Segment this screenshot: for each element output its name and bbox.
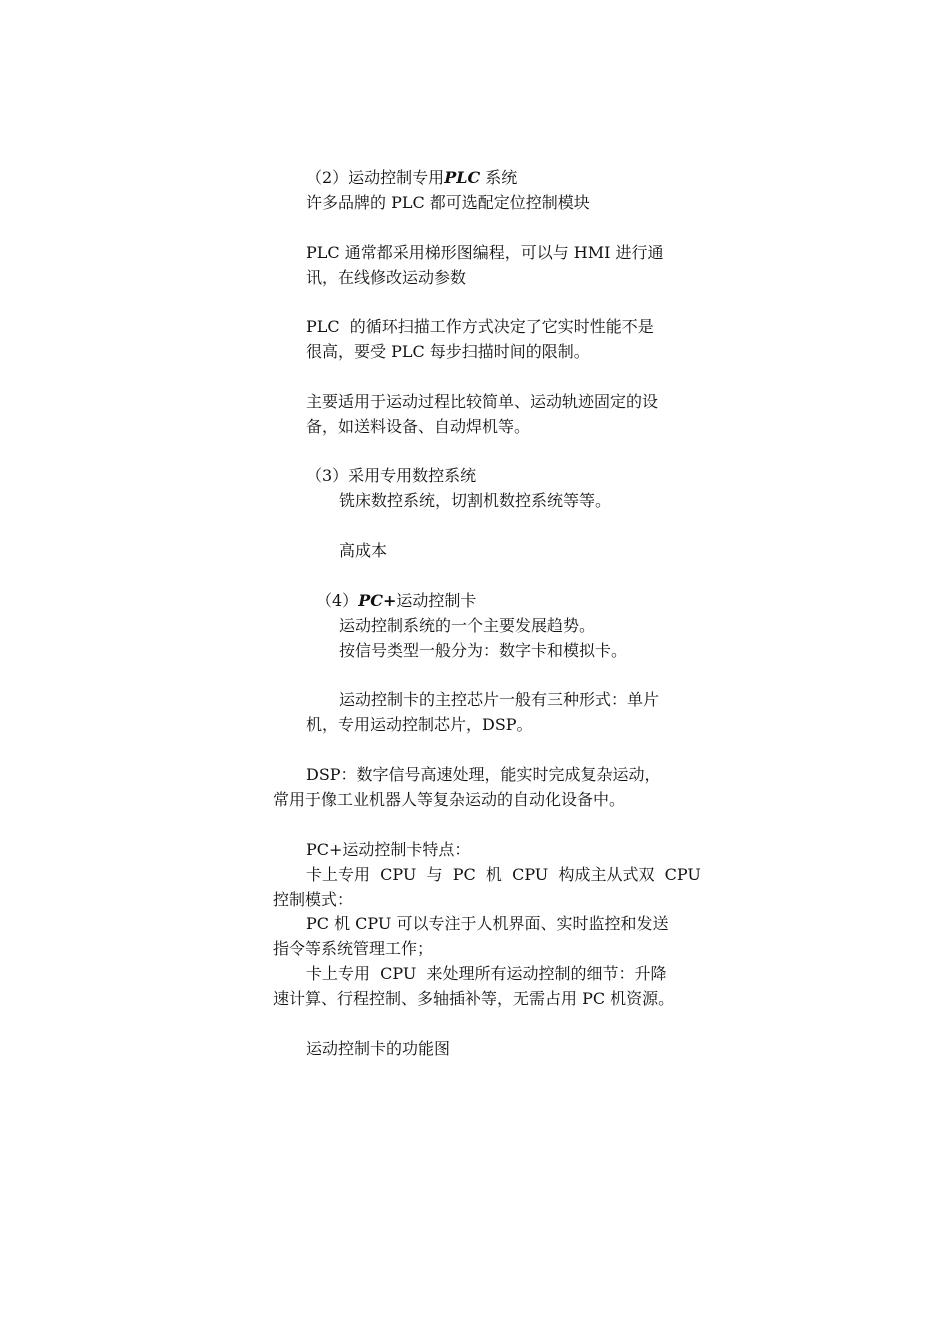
section-3-heading: （3）采用专用数控系统: [306, 466, 477, 485]
section-2-paragraph-1: 许多品牌的 PLC 都可选配定位控制模块: [306, 193, 590, 212]
section-4-paragraph-1: 运动控制系统的一个主要发展趋势。: [339, 616, 596, 635]
section-4-paragraph-4-line-1: DSP：数字信号高速处理，能实时完成复杂运动，: [306, 765, 661, 784]
section-4-heading-pc: PC+: [358, 591, 397, 610]
section-2-paragraph-4-line-1: 主要适用于运动过程比较简单、运动轨迹固定的设: [306, 392, 659, 411]
section-2-paragraph-3-line-2: 很高，要受 PLC 每步扫描时间的限制。: [306, 342, 590, 361]
feature-2-line-2: 指令等系统管理工作；: [273, 939, 434, 958]
section-4-paragraph-3-line-2: 机，专用运动控制芯片，DSP。: [306, 715, 533, 734]
feature-3-line-2: 速计算、行程控制、多轴插补等，无需占用 PC 机资源。: [273, 989, 675, 1008]
section-4-paragraph-4-line-2: 常用于像工业机器人等复杂运动的自动化设备中。: [273, 790, 626, 809]
section-4-heading-suffix: 运动控制卡: [396, 591, 477, 610]
section-2-heading-plc: PLC: [444, 168, 481, 187]
section-2-paragraph-2-line-1: PLC 通常都采用梯形图编程，可以与 HMI 进行通: [306, 243, 664, 262]
section-4-heading: [316, 591, 476, 611]
section-3-paragraph-1: 铣床数控系统，切割机数控系统等等。: [339, 491, 612, 510]
section-3-paragraph-2: 高成本: [339, 541, 388, 560]
feature-3-line-1: 卡上专用 CPU 来处理所有运动控制的细节：升降: [306, 964, 667, 983]
feature-1-line-2: 控制模式：: [273, 890, 354, 909]
features-title: PC+运动控制卡特点：: [306, 840, 471, 859]
section-2-heading-prefix: （2）运动控制专用: [306, 168, 445, 187]
diagram-caption: 运动控制卡的功能图: [306, 1039, 451, 1058]
feature-1-line-1: 卡上专用 CPU 与 PC 机 CPU 构成主从式双 CPU: [306, 865, 701, 884]
feature-2-line-1: PC 机 CPU 可以专注于人机界面、实时监控和发送: [306, 914, 669, 933]
section-2-paragraph-3-line-1: PLC 的循环扫描工作方式决定了它实时性能不是: [306, 317, 654, 336]
section-2-heading: [306, 168, 517, 188]
section-2-paragraph-4-line-2: 备，如送料设备、自动焊机等。: [306, 417, 531, 436]
section-2-heading-suffix: 系统: [480, 168, 518, 187]
section-2-paragraph-2-line-2: 讯，在线修改运动参数: [306, 268, 467, 287]
section-4-paragraph-2: 按信号类型一般分为：数字卡和模拟卡。: [339, 641, 628, 660]
section-4-paragraph-3-line-1: 运动控制卡的主控芯片一般有三种形式：单片: [339, 690, 660, 709]
section-4-heading-prefix: （4）: [316, 591, 359, 610]
